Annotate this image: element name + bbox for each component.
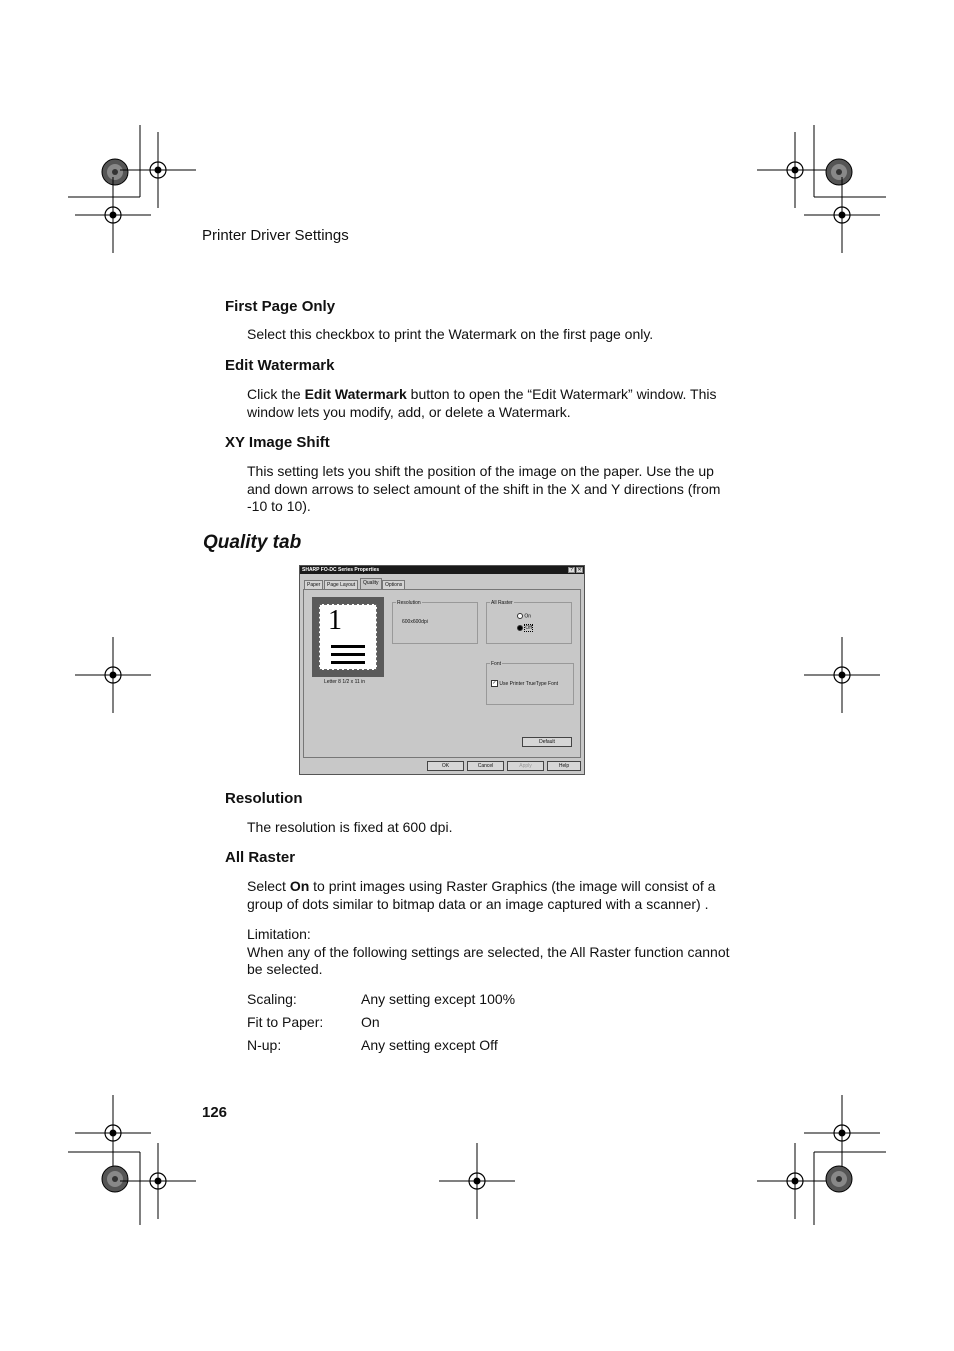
- checkbox-checked-icon: ✓: [492, 680, 497, 686]
- quality-panel: [303, 589, 581, 758]
- raster-on-radio[interactable]: [517, 613, 531, 619]
- raster-off-label: Off: [525, 625, 532, 632]
- page-preview-sheet: [319, 604, 377, 670]
- use-truetype-label: Use Printer TrueType Font: [499, 680, 559, 687]
- properties-dialog: [299, 565, 585, 775]
- text-line: and down arrows to select amount of the shift in the X and Y directions (from: [247, 480, 721, 497]
- running-header: Printer Driver Settings: [202, 227, 349, 244]
- text-line: be selected.: [247, 961, 323, 977]
- resolution-group: [392, 602, 478, 644]
- heading-xy-image-shift: XY Image Shift: [225, 434, 330, 451]
- resolution-text: The resolution is fixed at 600 dpi.: [247, 819, 453, 835]
- text-run: button to open the “Edit Watermark” window. This: [406, 386, 717, 402]
- cancel-button[interactable]: Cancel: [467, 761, 504, 771]
- help-title-button[interactable]: ?: [568, 567, 575, 573]
- preview-line-icon: [331, 661, 365, 664]
- tab-paper[interactable]: Paper: [304, 580, 323, 589]
- xy-image-shift-text: [247, 463, 747, 516]
- text-line: This setting lets you shift the position of the image on the paper. Use the up: [247, 463, 714, 479]
- setting-value: On: [361, 1014, 380, 1030]
- paper-size-label: Letter 8 1/2 x 11 in: [324, 679, 366, 685]
- bold-term: Edit Watermark: [304, 386, 407, 402]
- dialog-title-bar: [300, 566, 584, 574]
- heading-quality-tab: Quality tab: [203, 532, 302, 553]
- tab-page-layout[interactable]: Page Layout: [324, 580, 358, 589]
- text-run: Select: [247, 878, 290, 894]
- preview-line-icon: [331, 653, 365, 656]
- setting-value: Any setting except Off: [361, 1037, 498, 1053]
- setting-name: Scaling:: [247, 991, 297, 1007]
- default-button[interactable]: Default: [522, 737, 572, 747]
- radio-unselected-icon: [517, 613, 523, 619]
- page-preview: [312, 597, 384, 677]
- tab-quality[interactable]: Quality: [360, 578, 382, 589]
- resolution-group-label: Resolution: [397, 600, 421, 606]
- limitation-label: Limitation:: [247, 926, 311, 942]
- limitation-text: [247, 926, 747, 979]
- raster-on-label: On: [524, 613, 532, 620]
- heading-resolution: Resolution: [225, 790, 303, 807]
- text-line: window lets you modify, add, or delete a Watermark.: [247, 403, 571, 420]
- preview-line-icon: [331, 645, 365, 648]
- close-icon[interactable]: ✕: [577, 567, 582, 573]
- raster-off-radio[interactable]: [517, 625, 533, 631]
- all-raster-group: [486, 602, 572, 644]
- font-group-label: Font: [491, 661, 502, 667]
- font-group: [486, 663, 574, 705]
- text-run: to print images using Raster Graphics (the image will consist of a: [309, 878, 716, 894]
- text-run: Click the: [247, 386, 305, 402]
- page-number: 126: [202, 1104, 228, 1121]
- text-line: When any of the following settings are selected, the All Raster function cannot: [247, 943, 730, 960]
- text-line: group of dots similar to bitmap data or an image captured with a scanner) .: [247, 895, 709, 912]
- first-page-only-text: Select this checkbox to print the Watermark on the first page only.: [247, 326, 654, 342]
- heading-first-page-only: First Page Only: [225, 298, 336, 315]
- preview-page-number: 1: [328, 605, 342, 636]
- resolution-value: 600x600dpi: [402, 619, 428, 625]
- setting-name: Fit to Paper:: [247, 1014, 324, 1030]
- heading-edit-watermark: Edit Watermark: [225, 357, 335, 374]
- use-truetype-checkbox[interactable]: [491, 680, 558, 687]
- ok-button[interactable]: OK: [427, 761, 464, 771]
- text-line: -10 to 10).: [247, 498, 311, 514]
- bold-term: On: [289, 878, 310, 894]
- setting-name: N-up:: [247, 1037, 282, 1053]
- tab-options[interactable]: Options: [382, 580, 405, 589]
- setting-value: Any setting except 100%: [361, 991, 516, 1007]
- all-raster-group-label: All Raster: [491, 600, 513, 606]
- dialog-title: SHARP FO-DC Series Properties: [302, 567, 380, 573]
- help-button[interactable]: Help: [547, 761, 581, 771]
- apply-button[interactable]: Apply: [507, 761, 544, 771]
- heading-all-raster: All Raster: [225, 849, 296, 866]
- edit-watermark-text: [247, 386, 747, 421]
- all-raster-text: [247, 878, 747, 913]
- radio-selected-icon: [517, 625, 523, 631]
